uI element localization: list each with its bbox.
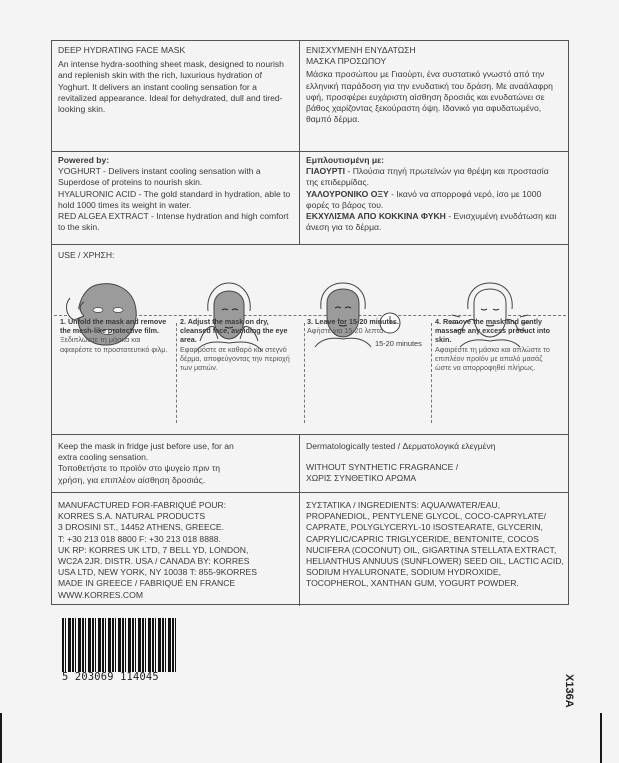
divider xyxy=(52,244,568,245)
barcode xyxy=(62,618,177,672)
use-title: USE / ΧΡΗΣΗ: xyxy=(58,250,115,260)
edge-mark xyxy=(0,713,2,763)
product-name-en: DEEP HYDRATING FACE MASK xyxy=(58,45,186,55)
product-desc-el xyxy=(306,45,564,125)
product-description-en: An intense hydra-soothing sheet mask, designed to nourish and replenish skin with the rich, luxurious hydration of Yoghurt. It delivers an instant cooling sensation for a revitalized appearance. Ideal for dehydrated, dull and tired-looking skin. xyxy=(58,59,284,115)
ingredients-text: AQUA/WATER/EAU, PROPANEDIOL, PENTYLENE GLYCOL, COCO-CAPRYLATE/ CAPRATE, POLYGLYCERYL-10 ISOSTEARATE, GLYCERIN, CAPRYLIC/CAPRIC TRIGLYCERIDE, BENTONITE, COCOS NUCIFERA (COCONUT) OIL, GIGARTINA STELLATA EXTRACT, HELIANTHUS ANNUUS (SUNFLOWER) SEED OIL, LACTIC ACID, SODIUM HYALURONATE, SODIUM HYDROXIDE, TOCOPHEROL, XANTHAN GUM, YOGURT POWDER. xyxy=(306,500,564,589)
product-code: X136A xyxy=(563,674,575,708)
powered-item-el: ΥΑΛΟΥΡΟΝΙΚΟ ΟΞΥ - Ικανό να απορροφά νερό, ίσο με 1000 φορές το βάρος του. xyxy=(306,188,542,210)
storage-note: Keep the mask in fridge just before use, for an extra cooling sensation. Τοποθετήστε το προϊόν στο ψυγείο πριν τη χρήση, για επιπλέον αίσθηση δροσιάς. xyxy=(58,441,234,485)
divider xyxy=(52,434,568,435)
product-desc-en xyxy=(58,45,294,115)
divider xyxy=(431,323,432,423)
divider xyxy=(52,492,568,493)
ingredients-label: ΣΥΣΤΑΤΙΚΑ / INGREDIENTS: xyxy=(306,500,419,510)
powered-item-en: HYALURONIC ACID - The gold standard in hydration, able to hold 1000 times its weight in water. xyxy=(58,188,291,210)
divider xyxy=(299,41,300,244)
step-2: 2. Adjust the mask on dry, cleansed face, avoiding the eye area. Εφαρμόστε σε καθαρό και στεγνό δέρμα, αποφεύγοντας την περιοχή των ματιών. xyxy=(180,317,290,373)
powered-item-en: RED ALGEA EXTRACT - Intense hydration and high comfort to the skin. xyxy=(58,211,289,233)
ingredients xyxy=(306,500,564,590)
product-description-el: Μάσκα προσώπου με Γιαούρτι, ένα συστατικό γνωστό από την ελληνική παράδοση για την ενυδατική του δράση. Με αναάλαφρη υφή, προσφέρει ευχάριστη αίσθηση δροσιάς και ενυδατώνει σε βάθος χαρίζοντας ξεκούραστη όψη. Ιδανικό για αφυδατωμένο, θαμπό δέρμα. xyxy=(306,69,553,125)
powered-title-el: Εμπλουτισμένη με: xyxy=(306,155,385,165)
timer-label: 15-20 minutes xyxy=(375,339,422,348)
divider xyxy=(52,151,568,152)
powered-by-el xyxy=(306,155,562,233)
step-1: 1. Unfold the mask and remove the mesh-like protective film. Ξεδιπλώστε τη μάσκα και αφαιρέστε το προστατευτικό φιλμ. xyxy=(60,317,168,354)
manufacturer-info: MANUFACTURED FOR-FABRIQUÉ POUR: KORRES S.A. NATURAL PRODUCTS 3 DROSINI ST., 14452 ATHENS, GREECE. T: +30 213 018 8800 F: +30 213 018 8888. UK RP: KORRES UK LTD, 7 BELL YD, LONDON, WC2A 2JR. DISTR. USA / CANADA BY: KORRES USA LTD, NEW YORK, NY 10038 T: 855-9KORRES MADE IN GREECE / FABRIQUÉ EN FRANCE WWW.KORRES.COM xyxy=(58,500,258,600)
divider xyxy=(176,323,177,423)
product-name-el-1: ΕΝΙΣΧΥΜΕΝΗ ΕΝΥΔΑΤΩΣΗ xyxy=(306,45,416,55)
barcode-number: 5 203069 114045 xyxy=(62,671,159,683)
step-4: 4. Remove the mask and gently massage any excess product into skin. Αφαιρέστε τη μάσκα και απλώστε το επιπλέον προϊόν με απαλό μασάζ ώστε να απορροφηθεί πλήρως. xyxy=(435,317,551,373)
powered-item-el: ΓΙΑΟΥΡΤΙ - Πλούσια πηγή πρωτεϊνών για θρέψη και προστασία της επιδερμίδας. xyxy=(306,166,549,188)
product-name-el-2: ΜΑΣΚΑ ΠΡΟΣΩΠΟΥ xyxy=(306,56,387,67)
step-3: 3. Leave for 15-20 minutes. Αφήστε για 15-20 λεπτά. xyxy=(307,317,399,336)
powered-item-en: YOGHURT - Delivers instant cooling sensation with a Superdose of proteins to nourish skin. xyxy=(58,166,261,188)
powered-title-en: Powered by: xyxy=(58,155,110,165)
derm-note: Dermatologically tested / Δερματολογικά ελεγμένη WITHOUT SYNTHETIC FRAGRANCE / ΧΩΡΙΣ ΣΥΝΘΕΤΙΚΟ ΑΡΩΜΑ xyxy=(306,441,496,484)
powered-by-en xyxy=(58,155,296,233)
divider xyxy=(299,434,300,606)
wait-mask-illustration xyxy=(313,281,373,347)
powered-item-el: ΕΚΧΥΛΙΣΜΑ ΑΠΟ ΚΟΚΚΙΝΑ ΦΥΚΗ - Ενισχυμένη ενυδάτωση και άνεση για το δέρμα. xyxy=(306,211,557,233)
edge-mark xyxy=(600,713,602,763)
divider xyxy=(304,323,305,423)
